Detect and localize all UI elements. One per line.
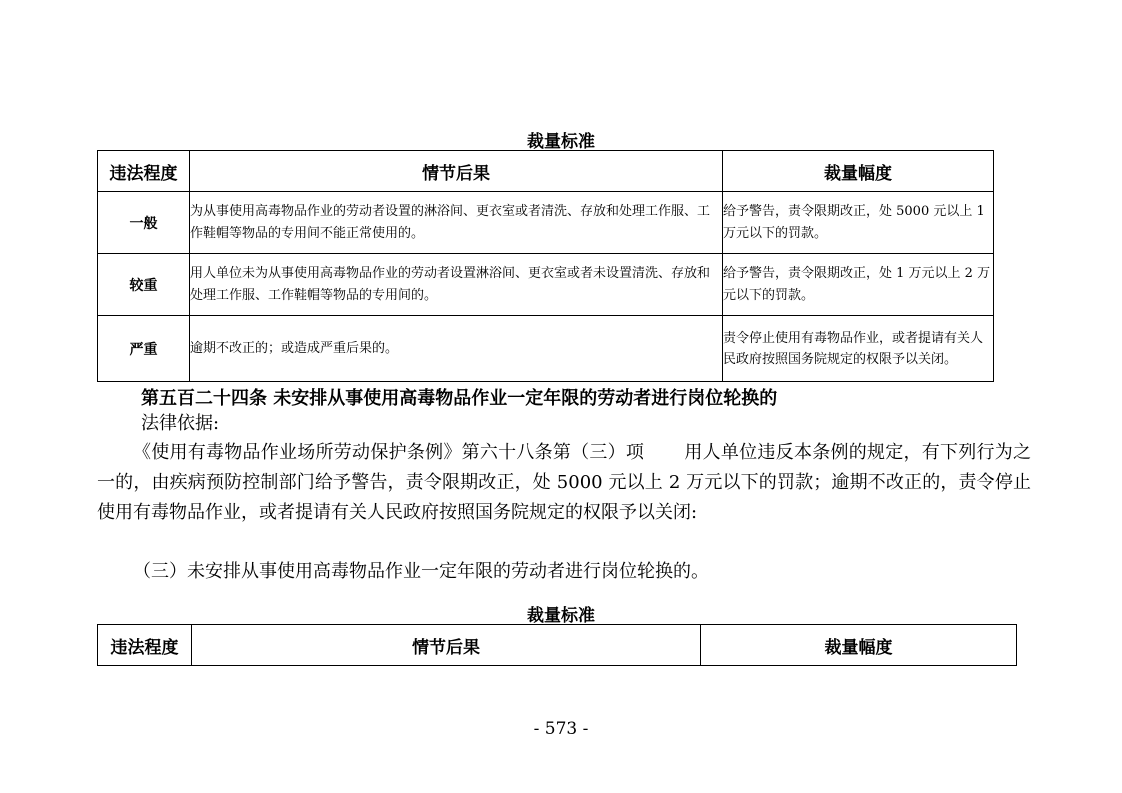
- header-penalty-range: 裁量幅度: [723, 151, 994, 192]
- header-violation-level: 违法程度: [98, 151, 190, 192]
- header-penalty-range: 裁量幅度: [701, 625, 1017, 666]
- table-row: [98, 192, 994, 254]
- circumstance-cell: 用人单位未为从事使用高毒物品作业的劳动者设置淋浴间、更衣室或者未设置清洗、存放和处理工作服、工作鞋帽等物品的专用间的。: [190, 254, 723, 316]
- table-row: [98, 316, 994, 382]
- table-header-row: [98, 625, 1017, 666]
- table1-caption: 裁量标准: [527, 132, 595, 152]
- level-cell: 严重: [98, 316, 190, 382]
- circumstance-cell: 逾期不改正的；或造成严重后果的。: [190, 316, 723, 382]
- legal-basis-text: 用人单位违反本条例的规定，有下列行为之一的，由疾病预防控制部门给予警告，责令限期改正，处 5000 元以上 2 万元以下的罚款；逾期不改正的，责令停止使用有毒物品作业，或者提请有关人民政府按照国务院规定的权限予以关闭:: [97, 442, 1032, 523]
- level-cell: 较重: [98, 254, 190, 316]
- circumstance-cell: 为从事使用高毒物品作业的劳动者设置的淋浴间、更衣室或者清洗、存放和处理工作服、工作鞋帽等物品的专用间不能正常使用的。: [190, 192, 723, 254]
- table2-caption: 裁量标准: [527, 606, 595, 626]
- article-title: 第五百二十四条 未安排从事使用高毒物品作业一定年限的劳动者进行岗位轮换的: [141, 388, 778, 409]
- header-violation-level: 违法程度: [98, 625, 192, 666]
- article-item-3: （三）未安排从事使用高毒物品作业一定年限的劳动者进行岗位轮换的。: [133, 561, 709, 582]
- table-header-row: [98, 151, 994, 192]
- penalty-cell: 责令停止使用有毒物品作业，或者提请有关人民政府按照国务院规定的权限予以关闭。: [723, 316, 994, 382]
- page-number: - 573 -: [533, 719, 589, 739]
- table-row: [98, 254, 994, 316]
- discretion-table-1: [97, 150, 994, 382]
- level-cell: 一般: [98, 192, 190, 254]
- penalty-cell: 给予警告，责令限期改正，处 5000 元以上 1 万元以下的罚款。: [723, 192, 994, 254]
- legal-basis-source: 《使用有毒物品作业场所劳动保护条例》第六十八条第（三）项: [133, 442, 645, 463]
- header-circumstance: 情节后果: [192, 625, 701, 666]
- legal-basis-paragraph: [97, 438, 1031, 528]
- penalty-cell: 给予警告，责令限期改正，处 1 万元以上 2 万元以下的罚款。: [723, 254, 994, 316]
- legal-basis-label: 法律依据:: [141, 413, 220, 434]
- discretion-table-2: [97, 624, 1017, 666]
- header-circumstance: 情节后果: [190, 151, 723, 192]
